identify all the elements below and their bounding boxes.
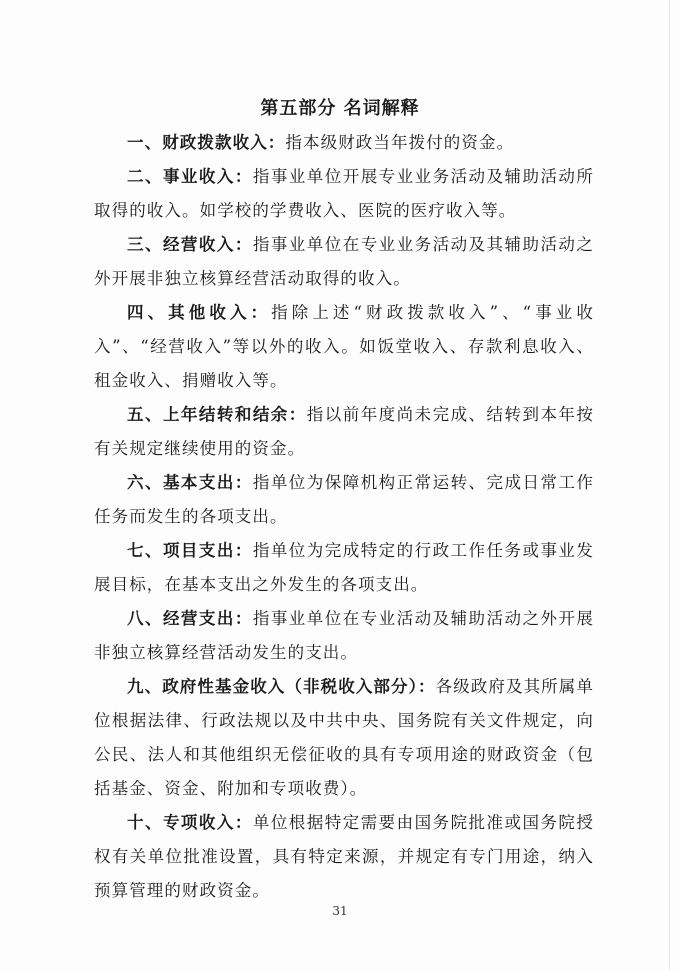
definition-item	[94, 466, 594, 534]
definition-term: 八、经营支出：	[127, 609, 253, 628]
definition-term: 十、专项收入：	[127, 813, 253, 832]
definition-item	[94, 296, 594, 398]
definition-text: 指单位为完成特定的行政工作任务或事业发展目标，在基本支出之外发生的各项支出。	[94, 541, 595, 594]
definition-term: 九、政府性基金收入（非税收入部分）：	[127, 677, 436, 696]
definition-text: 指单位为保障机构正常运转、完成日常工作任务而发生的各项支出。	[94, 473, 595, 526]
definition-term: 六、基本支出：	[127, 473, 253, 492]
definition-term: 四、其他收入：	[127, 303, 272, 322]
definition-text: 指事业单位开展专业业务活动及辅助活动所取得的收入。如学校的学费收入、医院的医疗收入等。	[94, 167, 595, 220]
definition-text: 指本级财政当年拨付的资金。	[285, 133, 515, 152]
definition-term: 三、经营收入：	[127, 235, 253, 254]
definition-text: 指除上述“财政拨款收入”、“事业收入”、“经营收入”等以外的收入。如饭堂收入、存款利息收入、租金收入、捐赠收入等。	[94, 303, 594, 390]
definition-text: 指以前年度尚未完成、结转到本年按有关规定继续使用的资金。	[94, 405, 594, 458]
definition-item	[94, 602, 594, 670]
definitions-list	[94, 126, 594, 908]
definition-text: 各级政府及其所属单位根据法律、行政法规以及中共中央、国务院有关文件规定，向公民、法人和其他组织无偿征收的具有专项用途的财政资金（包括基金、资金、附加和专项收费）。	[94, 677, 594, 798]
definition-item	[94, 670, 594, 806]
definition-text: 单位根据特定需要由国务院批准或国务院授权有关单位批准设置，具有特定来源，并规定有专门用途，纳入预算管理的财政资金。	[94, 813, 595, 900]
page-edge-line	[669, 0, 670, 970]
definition-term: 一、财政拨款收入：	[127, 133, 286, 152]
definition-text: 指事业单位在专业业务活动及其辅助活动之外开展非独立核算经营活动取得的收入。	[94, 235, 595, 288]
page-number: 31	[332, 904, 348, 918]
definition-item	[94, 398, 594, 466]
definition-item	[94, 806, 594, 908]
definition-item	[94, 160, 594, 228]
definition-item	[94, 126, 594, 160]
definition-text: 指事业单位在专业活动及辅助活动之外开展非独立核算经营活动发生的支出。	[94, 609, 595, 662]
definition-item	[94, 228, 594, 296]
definition-term: 七、项目支出：	[127, 541, 253, 560]
definition-term: 五、上年结转和结余：	[127, 405, 307, 424]
definition-term: 二、事业收入：	[127, 167, 253, 186]
definition-item	[94, 534, 594, 602]
page-title: 第五部分 名词解释	[260, 98, 420, 119]
